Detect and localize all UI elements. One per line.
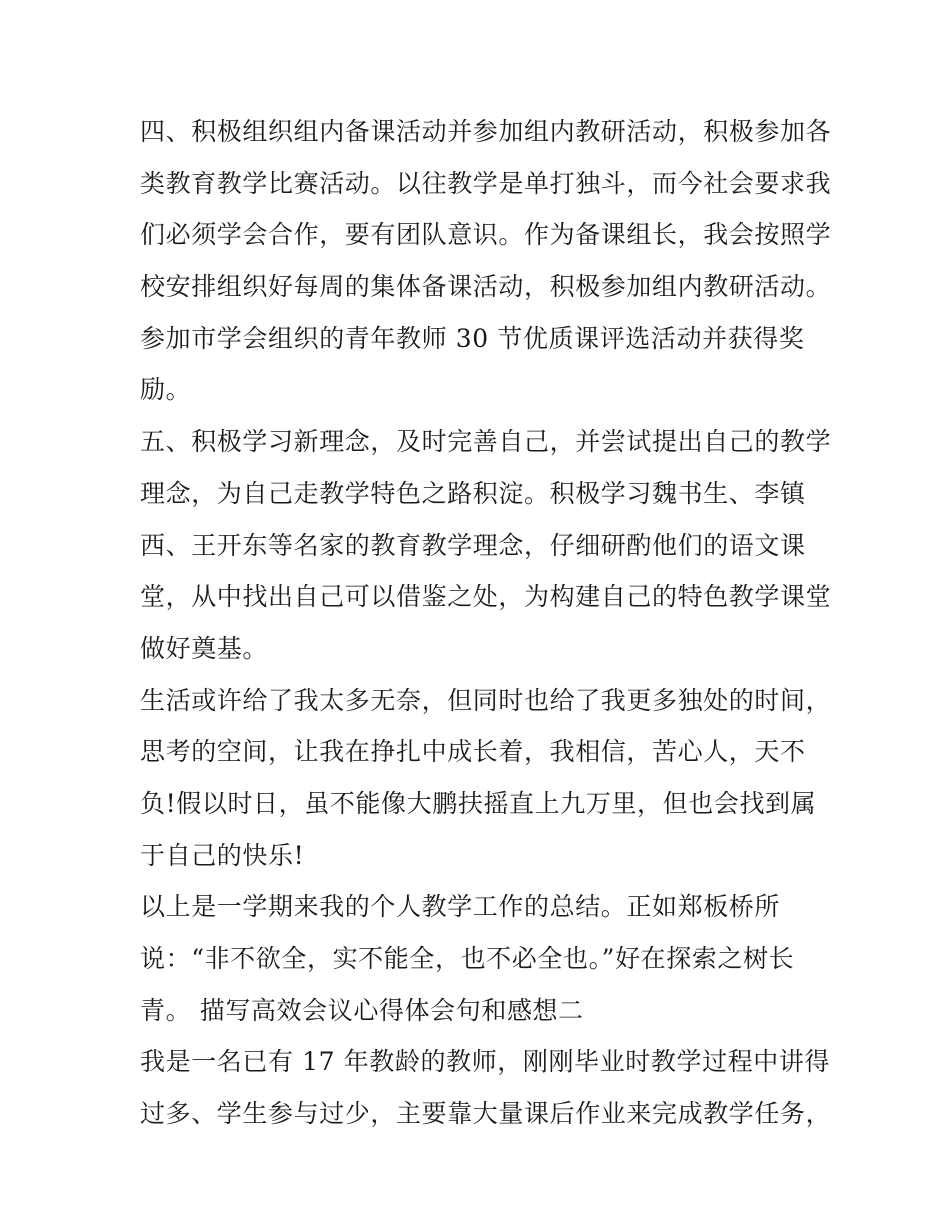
text-line: 思考的空间，让我在挣扎中成长着，我相信，苦心人，天不 <box>140 737 806 767</box>
text-line: 以上是一学期来我的个人教学工作的总结。正如郑板桥所 <box>140 892 781 922</box>
text-line: 校安排组织好每周的集体备课活动，积极参加组内教研活动。 <box>140 272 832 302</box>
text-line: 五、积极学习新理念，及时完善自己，并尝试提出自己的教学 <box>140 427 832 457</box>
text-line: 们必须学会合作，要有团队意识。作为备课组长，我会按照学 <box>140 220 832 250</box>
text-line: 堂，从中找出自己可以借鉴之处，为构建自己的特色教学课堂 <box>140 582 832 612</box>
text-line: 过多、学生参与过少，主要靠大量课后作业来完成教学任务， <box>140 1099 832 1129</box>
text-line: 负!假以时日，虽不能像大鹏扶摇直上九万里，但也会找到属 <box>140 788 817 818</box>
text-line: 四、积极组织组内备课活动并参加组内教研活动，积极参加各 <box>140 117 832 146</box>
text-line: 生活或许给了我太多无奈，但同时也给了我更多独处的时间， <box>140 685 832 715</box>
text-line: 青。 描写高效会议心得体会句和感想二 <box>140 995 584 1025</box>
text-line: 参加市学会组织的青年教师 30 节优质课评选活动并获得奖 <box>140 323 805 353</box>
text-line: 做好奠基。 <box>140 633 269 663</box>
text-line: 类教育教学比赛活动。以往教学是单打独斗，而今社会要求我 <box>140 168 832 198</box>
text-line: 励。 <box>140 375 192 405</box>
text-line: 于自己的快乐! <box>140 840 305 870</box>
text-line: 理念，为自己走教学特色之路积淀。积极学习魏书生、李镇 <box>140 478 806 508</box>
text-line: 西、王开东等名家的教育教学理念，仔细研酌他们的语文课 <box>140 530 806 560</box>
document-body <box>140 106 832 1140</box>
text-line: 说：“非不欲全，实不能全，也不必全也。”好在探索之树长 <box>140 944 795 973</box>
text-line: 我是一名已有 17 年教龄的教师，刚刚毕业时教学过程中讲得 <box>140 1047 831 1077</box>
